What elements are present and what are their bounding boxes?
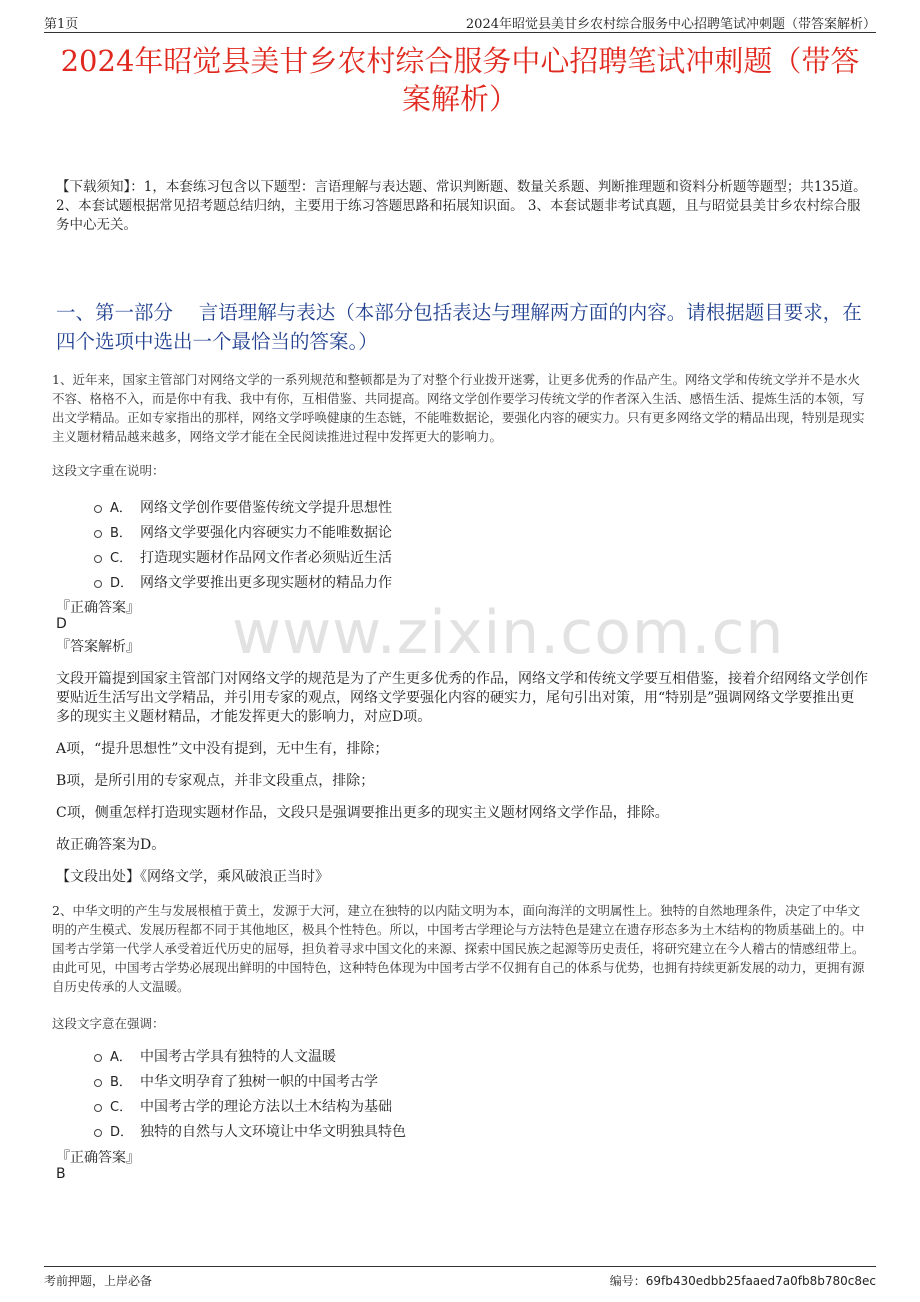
radio-icon[interactable] xyxy=(94,505,102,513)
analysis-label: 『答案解析』 xyxy=(56,639,140,655)
section-heading: 一、第一部分 言语理解与表达（本部分包括表达与理解两方面的内容。请根据题目要求，在四个选项中选出一个最恰当的答案。） xyxy=(56,301,862,353)
header-doc-title: 2024年昭觉县美甘乡农村综合服务中心招聘笔试冲刺题（带答案解析） xyxy=(465,17,876,32)
option-a[interactable] xyxy=(94,494,392,519)
analysis-option-b: B项，是所引用的专家观点，并非文段重点，排除； xyxy=(56,773,375,789)
question-1-options xyxy=(94,494,392,594)
title-line-1: 2024年昭觉县美甘乡农村综合服务中心招聘笔试冲刺题（带答 xyxy=(60,44,860,78)
footer-slogan: 考前押题，上岸必备 xyxy=(44,1274,153,1288)
option-letter: B． xyxy=(110,1075,132,1090)
document-title xyxy=(40,42,880,118)
correct-answer-value: D xyxy=(56,616,67,632)
option-c[interactable] xyxy=(94,544,392,569)
option-text: 中华文明孕育了独树一帜的中国考古学 xyxy=(140,1073,378,1090)
title-line-2: 案解析） xyxy=(401,82,518,116)
question-2-options xyxy=(94,1043,406,1143)
radio-icon[interactable] xyxy=(94,555,102,563)
option-text: 中国考古学的理论方法以土木结构为基础 xyxy=(140,1098,392,1115)
option-text: 网络文学创作要借鉴传统文学提升思想性 xyxy=(140,499,392,516)
page-header xyxy=(44,10,876,33)
option-letter: A． xyxy=(110,1050,132,1065)
question-2-text: 2、中华文明的产生与发展根植于黄土，发源于大河，建立在独特的以内陆文明为本，面向海洋的文明属性上。独特的自然地理条件，决定了中华文明的产生模式、发展历程都不同于其他地区，极具个性特色。所以，中国考古学理论与方法特色是建立在遗存形态多为土木结构的物质基础上的。中国考古学第一代学人承受着近代历史的屈辱，担负着寻求中国文化的来源、探索中国民族之起源等历史责任，将研究建立在今人稽古的情感纽带上。由此可见，中国考古学势必展现出鲜明的中国特色，这种特色体现为中国考古学不仅拥有自己的体系与优势，也拥有持续更新发展的动力，更拥有源自历史传承的人文温暖。 xyxy=(52,903,865,994)
page-number: 第1页 xyxy=(44,17,79,32)
analysis-conclusion: 故正确答案为D。 xyxy=(56,837,166,853)
option-text: 打造现实题材作品网文作者必须贴近生活 xyxy=(140,549,392,566)
radio-icon[interactable] xyxy=(94,1129,102,1137)
option-d[interactable] xyxy=(94,1118,406,1143)
radio-icon[interactable] xyxy=(94,580,102,588)
page-footer xyxy=(44,1266,876,1289)
correct-answer-value: B xyxy=(56,1166,66,1182)
option-letter: A． xyxy=(110,501,132,516)
footer-code-value: 69fb430edbb25faaed7a0fb8b780c8ec xyxy=(645,1274,876,1288)
footer-code-label: 编号： xyxy=(609,1274,646,1288)
option-text: 网络文学要强化内容硬实力不能唯数据论 xyxy=(140,524,392,541)
option-letter: C． xyxy=(110,1100,133,1115)
analysis-option-c: C项，侧重怎样打造现实题材作品，文段只是强调要推出更多的现实主义题材网络文学作品，排除。 xyxy=(56,805,669,821)
analysis-paragraph: 文段开篇提到国家主管部门对网络文学的规范是为了产生更多优秀的作品，网络文学和传统文学要互相借鉴，接着介绍网络文学创作要贴近生活写出文学精品，并引用专家的观点，网络文学要强化内容的硬实力，尾句引出对策，用“特别是”强调网络文学要推出更多的现实主义题材精品，才能发挥更大的影响力，对应D项。 xyxy=(56,671,868,725)
option-text: 独特的自然与人文环境让中华文明独具特色 xyxy=(140,1123,406,1140)
option-letter: B． xyxy=(110,526,132,541)
watermark: www.zixin.com.cn xyxy=(232,598,785,668)
option-b[interactable] xyxy=(94,1068,406,1093)
radio-icon[interactable] xyxy=(94,1079,102,1087)
footer-code xyxy=(610,1272,876,1289)
option-b[interactable] xyxy=(94,519,392,544)
radio-icon[interactable] xyxy=(94,530,102,538)
option-letter: C． xyxy=(110,551,133,566)
analysis-source: 【文段出处】《网络文学，乘风破浪正当时》 xyxy=(56,869,329,885)
option-letter: D． xyxy=(110,1125,134,1140)
option-d[interactable] xyxy=(94,569,392,594)
question-1-text: 1、近年来，国家主管部门对网络文学的一系列规范和整顿都是为了对整个行业拨开迷雾，让更多优秀的作品产生。网络文学和传统文学并不是水火不容、格格不入，而是你中有我、我中有你，互相借鉴、共同提高。网络文学创作要学习传统文学的作者深入生活、感悟生活、提炼生活的本领，写出文学精品。正如专家指出的那样，网络文学呼唤健康的生态链，不能唯数据论，要强化内容的硬实力。只有更多网络文学的精品出现，特别是现实主义题材精品越来越多，网络文学才能在全民阅读推进过程中发挥更大的影响力。 xyxy=(52,372,865,444)
question-1-prompt: 这段文字重在说明： xyxy=(52,463,165,478)
analysis-option-a: A项，“提升思想性”文中没有提到，无中生有，排除； xyxy=(56,741,389,757)
correct-answer-label: 『正确答案』 xyxy=(56,1150,140,1166)
download-notice: 【下载须知】：1，本套练习包含以下题型：言语理解与表达题、常识判断题、数量关系题、判断推理题和资料分析题等题型；共135道。 2、本套试题根据常见招考题总结归纳，主要用于练习答题思路和拓展知识面。 3、本套试题非考试真题，且与昭觉县美甘乡农村综合服务中心无关。 xyxy=(56,179,867,233)
correct-answer-label: 『正确答案』 xyxy=(56,600,140,616)
radio-icon[interactable] xyxy=(94,1104,102,1112)
option-c[interactable] xyxy=(94,1093,406,1118)
option-text: 网络文学要推出更多现实题材的精品力作 xyxy=(140,574,392,591)
radio-icon[interactable] xyxy=(94,1054,102,1062)
option-text: 中国考古学具有独特的人文温暖 xyxy=(140,1048,336,1065)
option-a[interactable] xyxy=(94,1043,406,1068)
option-letter: D． xyxy=(110,576,134,591)
question-2-prompt: 这段文字意在强调： xyxy=(52,1016,165,1031)
